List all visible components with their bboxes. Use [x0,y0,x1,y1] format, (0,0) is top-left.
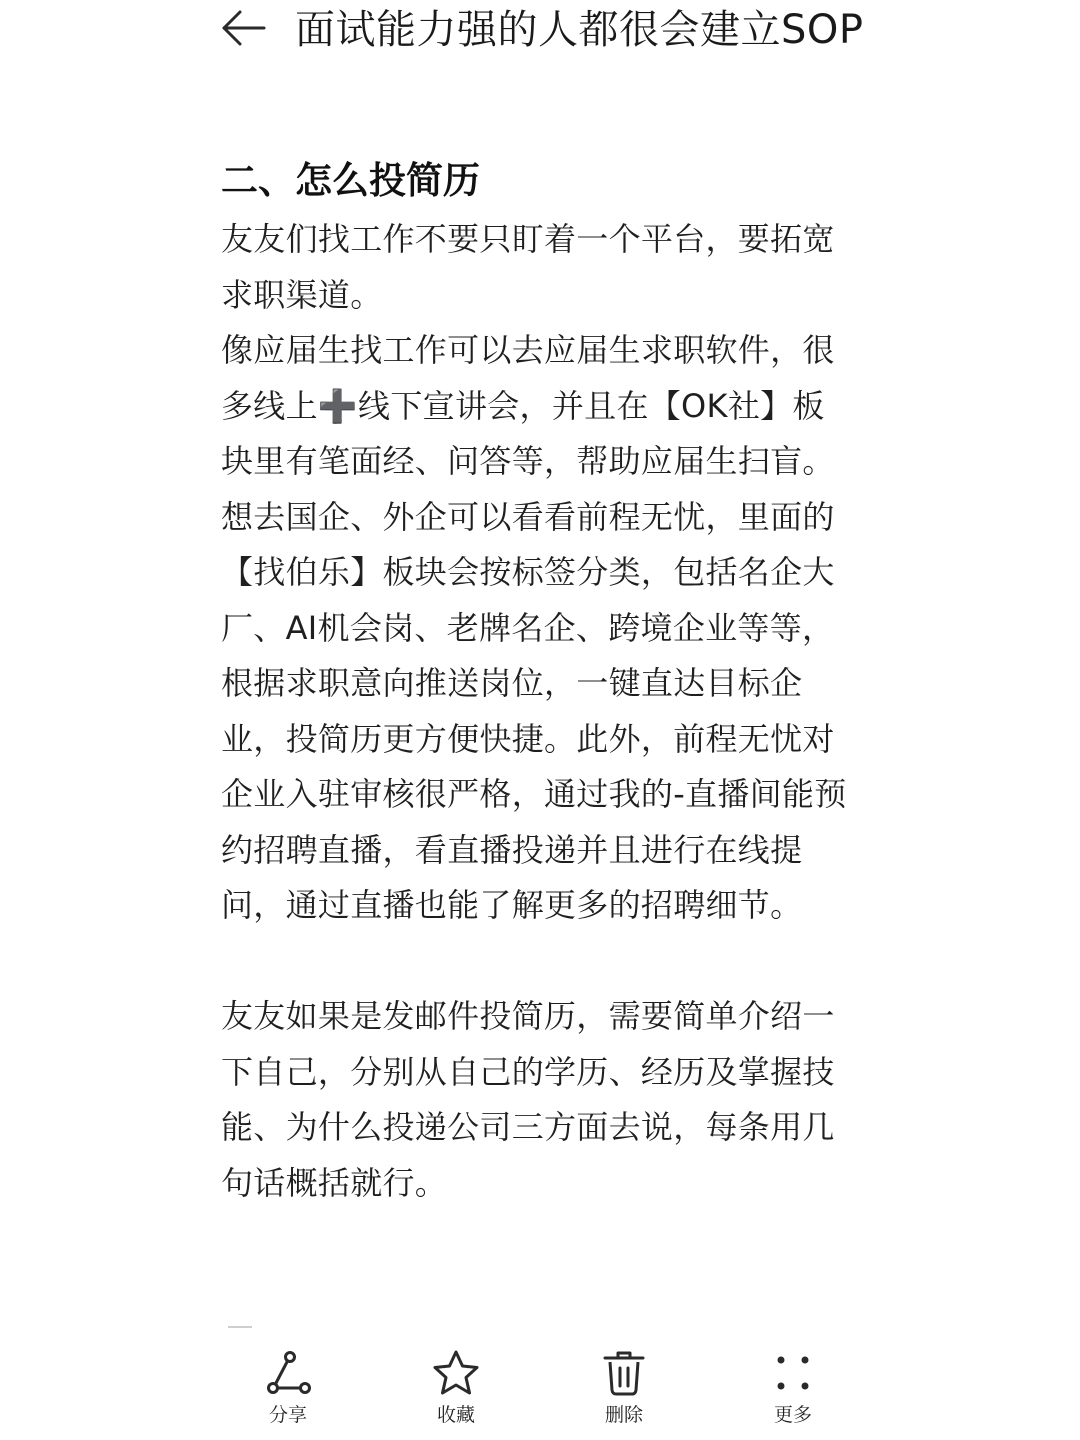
paragraph-2 [221,323,871,490]
text-line: 友友如果是发邮件投简历，需要简单介绍一 [221,997,835,1035]
page-title: 面试能力强的人都很会建立SOP [295,7,864,53]
paragraph-gap [221,934,871,990]
paragraph-4 [221,989,871,1211]
text-line: 句话概括就行。 [221,1163,448,1202]
text-line: 企业入驻审核很严格，通过我的-直播间能预 [221,775,847,813]
paragraph-1 [221,212,871,323]
favorite-label: 收藏 [436,1404,475,1426]
favorite-button[interactable] [401,1348,511,1434]
star-icon [431,1348,481,1398]
share-icon [263,1348,313,1398]
text-line: 像应届生找工作可以去应届生求职软件，很 [221,331,835,369]
text-line: 想去国企、外企可以看看前程无忧，里面的 [221,497,835,536]
section-heading: 二、怎么投简历 [221,159,480,202]
text-line: 业，投简历更方便快捷。此外，前程无忧对 [221,719,835,758]
text-line: 厂、AI机会岗、老牌名企、跨境企业等等， [221,608,835,647]
top-bar [0,0,1080,60]
text-line: 求职渠道。 [221,275,383,314]
text-line: 【找伯乐】板块会按标签分类，包括名企大 [221,553,835,591]
delete-button[interactable] [569,1348,679,1434]
more-label: 更多 [773,1404,812,1426]
text-line: 友友们找工作不要只盯着一个平台，要拓宽 [221,220,835,258]
content-cutoff-mark [228,1326,252,1328]
more-button[interactable] [738,1348,848,1434]
text-line: 块里有笔面经、问答等，帮助应届生扫盲。 [221,442,835,480]
text-line: 问，通过直播也能了解更多的招聘细节。 [221,886,803,924]
text-line: 下自己，分别从自己的学历、经历及掌握技 [221,1052,835,1091]
dots-grid-icon [768,1348,818,1398]
delete-label: 删除 [604,1404,643,1426]
article-body [221,150,871,1211]
bottom-toolbar [0,1340,1080,1440]
trash-icon [599,1348,649,1398]
paragraph-3 [221,490,871,934]
text-line: 多线上➕线下宣讲会，并且在【OK社】板 [221,386,825,425]
text-line: 根据求职意向推送岗位，一键直达目标企 [221,664,803,702]
back-button[interactable] [218,6,270,50]
share-label: 分享 [268,1404,307,1426]
text-line: 能、为什么投递公司三方面去说，每条用几 [221,1108,835,1146]
share-button[interactable] [233,1348,343,1434]
text-line: 约招聘直播，看直播投递并且进行在线提 [221,830,803,869]
arrow-left-icon [218,6,270,50]
